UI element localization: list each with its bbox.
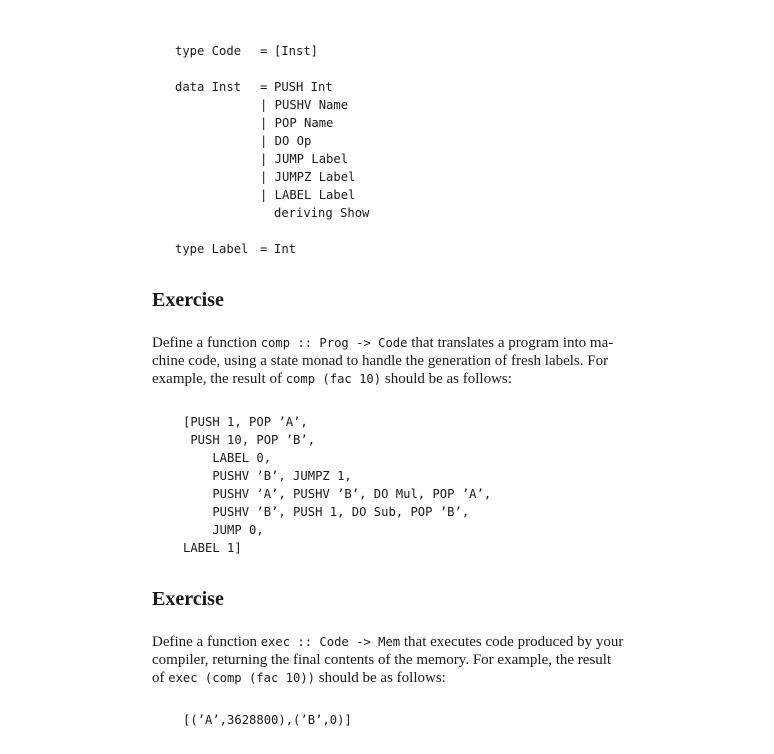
code-line: PUSHV ’B’, JUMPZ 1, <box>183 469 352 483</box>
para-text: that executes code produced by your <box>400 634 624 650</box>
inline-code: comp :: Prog -> Code <box>260 336 408 350</box>
inst-line: PUSH Int <box>274 80 333 94</box>
type-code-rhs: [Inst] <box>274 44 319 58</box>
para-text: that translates a program into ma- <box>407 335 614 351</box>
code-line: PUSHV ’B’, PUSH 1, DO Sub, POP ’B’, <box>183 505 470 519</box>
type-code-eq: = <box>260 44 268 58</box>
inst-line: | PUSHV Name <box>260 98 349 112</box>
inst-line: | JUMPZ Label <box>260 170 356 184</box>
inst-line: | DO Op <box>260 134 312 148</box>
type-label-rhs: Int <box>274 242 297 256</box>
data-inst-keyword: data Inst <box>175 80 242 94</box>
inline-code: exec (comp (fac 10)) <box>168 671 315 685</box>
exercise-heading: Exercise <box>152 588 224 610</box>
data-inst-eq: = <box>260 80 268 94</box>
code-line: [PUSH 1, POP ’A’, <box>183 415 308 429</box>
code-line: LABEL 0, <box>183 451 272 465</box>
para-text: should be as follows: <box>315 670 446 686</box>
type-code-keyword: type Code <box>175 44 242 58</box>
para-text: Define a function <box>152 335 261 351</box>
para-text: chine code, using a state monad to handle the generation of fresh labels. For <box>152 353 609 369</box>
exec-result: [(’A’,3628800),(’B’,0)] <box>183 713 352 727</box>
code-line: PUSH 10, POP ’B’, <box>183 433 316 447</box>
para-text: compiler, returning the final contents of the memory. For example, the result <box>152 652 612 668</box>
para-text: of <box>152 670 169 686</box>
exercise-paragraph <box>152 334 646 388</box>
code-line: PUSHV ’A’, PUSHV ’B’, DO Mul, POP ’A’, <box>183 487 492 501</box>
type-label-keyword: type Label <box>175 242 249 256</box>
para-text: example, the result of <box>152 371 286 387</box>
exercise-heading: Exercise <box>152 289 224 311</box>
para-text: should be as follows: <box>381 371 512 387</box>
para-text: Define a function <box>152 634 261 650</box>
code-line: JUMP 0, <box>183 523 264 537</box>
inline-code: exec :: Code -> Mem <box>260 635 401 649</box>
type-label-eq: = <box>260 242 268 256</box>
inst-line: | POP Name <box>260 116 334 130</box>
inline-code: comp (fac 10) <box>285 372 382 386</box>
code-line: LABEL 1] <box>183 541 242 555</box>
exercise-paragraph <box>152 633 646 687</box>
inst-line: deriving Show <box>274 206 370 220</box>
inst-line: | LABEL Label <box>260 188 356 202</box>
inst-line: | JUMP Label <box>260 152 349 166</box>
